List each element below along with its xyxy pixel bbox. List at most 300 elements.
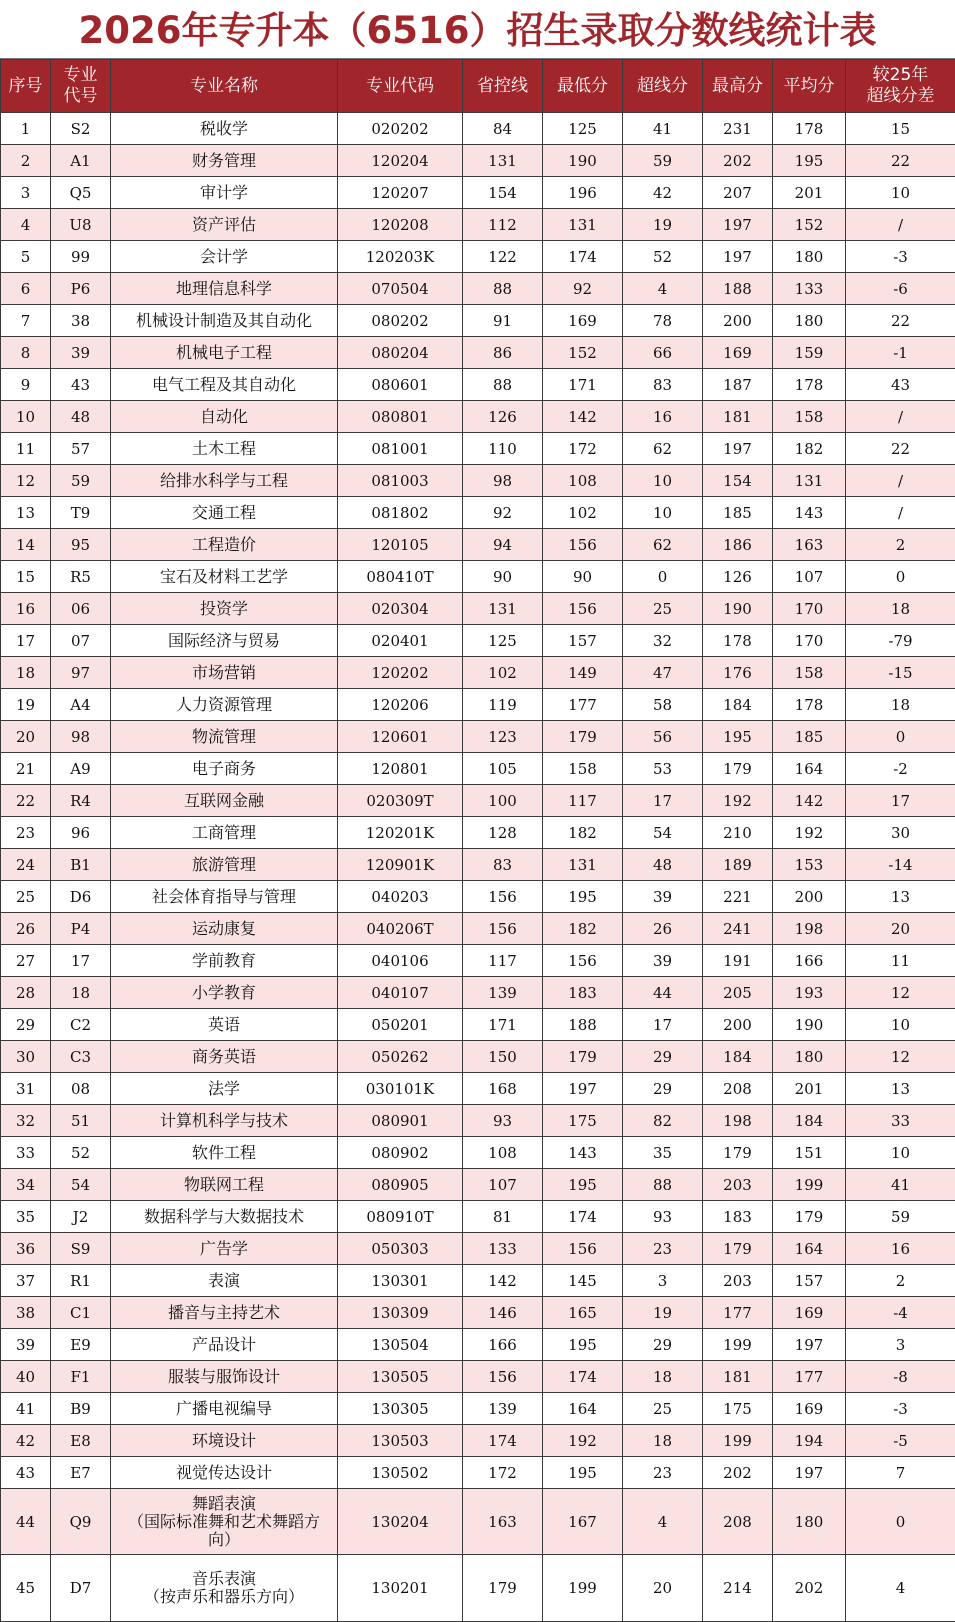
cell-major-code: 130505: [338, 1361, 463, 1393]
cell-min-score: 197: [543, 1073, 623, 1105]
cell-control-line: 179: [463, 1555, 543, 1622]
cell-diff-vs-2025: 15: [846, 113, 955, 145]
table-row: [1, 337, 955, 369]
cell-control-line: 107: [463, 1169, 543, 1201]
cell-major-name: 物联网工程: [111, 1169, 338, 1201]
cell-over-line: 32: [623, 625, 703, 657]
cell-major-code-short: U8: [51, 209, 111, 241]
cell-major-code-short: F1: [51, 1361, 111, 1393]
cell-diff-vs-2025: -15: [846, 657, 955, 689]
cell-control-line: 100: [463, 785, 543, 817]
cell-avg-score: 185: [773, 721, 846, 753]
cell-major-name: 国际经济与贸易: [111, 625, 338, 657]
cell-diff-vs-2025: 0: [846, 1489, 955, 1555]
cell-avg-score: 180: [773, 305, 846, 337]
table-row: [1, 1425, 955, 1457]
cell-min-score: 177: [543, 689, 623, 721]
cell-seq: 1: [1, 113, 51, 145]
cell-major-name: 播音与主持艺术: [111, 1297, 338, 1329]
cell-diff-vs-2025: 12: [846, 1041, 955, 1073]
cell-over-line: 42: [623, 177, 703, 209]
cell-major-code-short: Q5: [51, 177, 111, 209]
cell-major-name: 服装与服饰设计: [111, 1361, 338, 1393]
cell-major-code: 020202: [338, 113, 463, 145]
cell-avg-score: 197: [773, 1457, 846, 1489]
cell-over-line: 66: [623, 337, 703, 369]
cell-major-code: 120105: [338, 529, 463, 561]
cell-avg-score: 152: [773, 209, 846, 241]
cell-diff-vs-2025: 22: [846, 145, 955, 177]
cell-major-name: 人力资源管理: [111, 689, 338, 721]
cell-diff-vs-2025: 30: [846, 817, 955, 849]
cell-max-score: 126: [703, 561, 773, 593]
header-control-line: 省控线: [463, 60, 543, 113]
table-row: [1, 1361, 955, 1393]
cell-min-score: 195: [543, 1457, 623, 1489]
cell-major-name: 机械电子工程: [111, 337, 338, 369]
cell-diff-vs-2025: 59: [846, 1201, 955, 1233]
cell-major-code: 120207: [338, 177, 463, 209]
cell-avg-score: 178: [773, 689, 846, 721]
cell-control-line: 105: [463, 753, 543, 785]
cell-over-line: 39: [623, 881, 703, 913]
cell-over-line: 25: [623, 1393, 703, 1425]
cell-avg-score: 190: [773, 1009, 846, 1041]
cell-seq: 14: [1, 529, 51, 561]
cell-major-code: 120208: [338, 209, 463, 241]
cell-major-code-short: E7: [51, 1457, 111, 1489]
cell-control-line: 126: [463, 401, 543, 433]
cell-major-code-short: 51: [51, 1105, 111, 1137]
cell-min-score: 174: [543, 1361, 623, 1393]
cell-control-line: 131: [463, 593, 543, 625]
cell-max-score: 197: [703, 209, 773, 241]
cell-major-name: 土木工程: [111, 433, 338, 465]
table-row: [1, 817, 955, 849]
cell-min-score: 196: [543, 177, 623, 209]
cell-avg-score: 164: [773, 1233, 846, 1265]
cell-min-score: 172: [543, 433, 623, 465]
table-body: [1, 113, 955, 1622]
cell-diff-vs-2025: -2: [846, 753, 955, 785]
cell-control-line: 154: [463, 177, 543, 209]
cell-major-name: 广告学: [111, 1233, 338, 1265]
cell-avg-score: 163: [773, 529, 846, 561]
cell-major-code: 130204: [338, 1489, 463, 1555]
cell-major-name: 互联网金融: [111, 785, 338, 817]
cell-major-code-short: 43: [51, 369, 111, 401]
cell-over-line: 78: [623, 305, 703, 337]
cell-major-code-short: D7: [51, 1555, 111, 1622]
cell-major-code-short: R5: [51, 561, 111, 593]
cell-seq: 8: [1, 337, 51, 369]
cell-major-code-short: C2: [51, 1009, 111, 1041]
cell-major-code: 080601: [338, 369, 463, 401]
cell-min-score: 117: [543, 785, 623, 817]
cell-control-line: 150: [463, 1041, 543, 1073]
cell-diff-vs-2025: 18: [846, 593, 955, 625]
cell-major-code: 120202: [338, 657, 463, 689]
table-header-row: [1, 60, 955, 113]
cell-control-line: 88: [463, 369, 543, 401]
table-row: [1, 561, 955, 593]
cell-avg-score: 193: [773, 977, 846, 1009]
cell-over-line: 39: [623, 945, 703, 977]
table-row: [1, 209, 955, 241]
cell-seq: 6: [1, 273, 51, 305]
cell-seq: 10: [1, 401, 51, 433]
header-diff-vs-2025: 较25年 超线分差: [846, 60, 955, 113]
cell-major-name: 税收学: [111, 113, 338, 145]
cell-seq: 21: [1, 753, 51, 785]
cell-diff-vs-2025: 33: [846, 1105, 955, 1137]
cell-avg-score: 151: [773, 1137, 846, 1169]
table-row: [1, 1009, 955, 1041]
cell-min-score: 156: [543, 1233, 623, 1265]
cell-major-name: 视觉传达设计: [111, 1457, 338, 1489]
table-row: [1, 753, 955, 785]
cell-over-line: 18: [623, 1361, 703, 1393]
cell-diff-vs-2025: 4: [846, 1555, 955, 1622]
cell-min-score: 156: [543, 529, 623, 561]
cell-min-score: 157: [543, 625, 623, 657]
cell-over-line: 29: [623, 1329, 703, 1361]
table-row: [1, 785, 955, 817]
table-row: [1, 305, 955, 337]
cell-max-score: 197: [703, 433, 773, 465]
cell-control-line: 125: [463, 625, 543, 657]
cell-seq: 19: [1, 689, 51, 721]
cell-seq: 26: [1, 913, 51, 945]
cell-major-code: 040206T: [338, 913, 463, 945]
cell-avg-score: 158: [773, 401, 846, 433]
cell-diff-vs-2025: 2: [846, 1265, 955, 1297]
cell-diff-vs-2025: 17: [846, 785, 955, 817]
cell-major-code: 120901K: [338, 849, 463, 881]
cell-diff-vs-2025: 43: [846, 369, 955, 401]
cell-min-score: 192: [543, 1425, 623, 1457]
cell-major-name: 工商管理: [111, 817, 338, 849]
header-over-line: 超线分: [623, 60, 703, 113]
cell-diff-vs-2025: 16: [846, 1233, 955, 1265]
cell-over-line: 35: [623, 1137, 703, 1169]
cell-min-score: 149: [543, 657, 623, 689]
table-row: [1, 1265, 955, 1297]
cell-max-score: 183: [703, 1201, 773, 1233]
cell-min-score: 195: [543, 1169, 623, 1201]
table-row: [1, 721, 955, 753]
cell-min-score: 156: [543, 593, 623, 625]
table-row: [1, 625, 955, 657]
cell-over-line: 82: [623, 1105, 703, 1137]
cell-major-code-short: 08: [51, 1073, 111, 1105]
cell-control-line: 112: [463, 209, 543, 241]
cell-max-score: 176: [703, 657, 773, 689]
cell-seq: 20: [1, 721, 51, 753]
table-row: [1, 1297, 955, 1329]
cell-over-line: 29: [623, 1073, 703, 1105]
cell-max-score: 178: [703, 625, 773, 657]
cell-over-line: 4: [623, 273, 703, 305]
cell-major-name: 数据科学与大数据技术: [111, 1201, 338, 1233]
cell-major-name: 工程造价: [111, 529, 338, 561]
cell-major-name: 地理信息科学: [111, 273, 338, 305]
cell-major-code: 130502: [338, 1457, 463, 1489]
cell-major-name: 运动康复: [111, 913, 338, 945]
cell-major-code: 130504: [338, 1329, 463, 1361]
cell-diff-vs-2025: 22: [846, 433, 955, 465]
cell-control-line: 86: [463, 337, 543, 369]
cell-over-line: 0: [623, 561, 703, 593]
cell-max-score: 169: [703, 337, 773, 369]
cell-major-code-short: P4: [51, 913, 111, 945]
cell-diff-vs-2025: 41: [846, 1169, 955, 1201]
cell-over-line: 26: [623, 913, 703, 945]
table-row: [1, 113, 955, 145]
cell-major-code-short: R4: [51, 785, 111, 817]
cell-max-score: 200: [703, 305, 773, 337]
table-row: [1, 1555, 955, 1622]
cell-max-score: 154: [703, 465, 773, 497]
cell-major-name: 英语: [111, 1009, 338, 1041]
cell-diff-vs-2025: 22: [846, 305, 955, 337]
cell-seq: 2: [1, 145, 51, 177]
cell-avg-score: 197: [773, 1329, 846, 1361]
cell-avg-score: 131: [773, 465, 846, 497]
cell-seq: 44: [1, 1489, 51, 1555]
cell-diff-vs-2025: 0: [846, 561, 955, 593]
cell-control-line: 128: [463, 817, 543, 849]
cell-control-line: 108: [463, 1137, 543, 1169]
cell-max-score: 208: [703, 1489, 773, 1555]
cell-over-line: 59: [623, 145, 703, 177]
cell-min-score: 167: [543, 1489, 623, 1555]
cell-avg-score: 178: [773, 369, 846, 401]
cell-major-name: 电气工程及其自动化: [111, 369, 338, 401]
cell-avg-score: 133: [773, 273, 846, 305]
cell-seq: 32: [1, 1105, 51, 1137]
cell-control-line: 142: [463, 1265, 543, 1297]
cell-avg-score: 166: [773, 945, 846, 977]
cell-max-score: 181: [703, 401, 773, 433]
cell-min-score: 156: [543, 945, 623, 977]
cell-major-code: 130309: [338, 1297, 463, 1329]
cell-major-code: 130201: [338, 1555, 463, 1622]
cell-diff-vs-2025: /: [846, 497, 955, 529]
cell-control-line: 102: [463, 657, 543, 689]
cell-control-line: 171: [463, 1009, 543, 1041]
cell-major-code-short: 39: [51, 337, 111, 369]
cell-max-score: 200: [703, 1009, 773, 1041]
cell-control-line: 94: [463, 529, 543, 561]
cell-max-score: 203: [703, 1169, 773, 1201]
cell-avg-score: 177: [773, 1361, 846, 1393]
cell-major-code-short: 52: [51, 1137, 111, 1169]
cell-major-name: 交通工程: [111, 497, 338, 529]
cell-over-line: 29: [623, 1041, 703, 1073]
cell-major-code-short: 07: [51, 625, 111, 657]
cell-seq: 13: [1, 497, 51, 529]
cell-diff-vs-2025: -3: [846, 241, 955, 273]
cell-min-score: 125: [543, 113, 623, 145]
cell-seq: 30: [1, 1041, 51, 1073]
cell-over-line: 23: [623, 1457, 703, 1489]
header-min-score: 最低分: [543, 60, 623, 113]
cell-major-code-short: S2: [51, 113, 111, 145]
cell-major-name: 社会体育指导与管理: [111, 881, 338, 913]
cell-diff-vs-2025: 13: [846, 881, 955, 913]
cell-over-line: 48: [623, 849, 703, 881]
cell-seq: 33: [1, 1137, 51, 1169]
cell-major-code: 130503: [338, 1425, 463, 1457]
cell-diff-vs-2025: /: [846, 209, 955, 241]
cell-major-name: 市场营销: [111, 657, 338, 689]
cell-avg-score: 180: [773, 1489, 846, 1555]
table-row: [1, 1201, 955, 1233]
cell-major-code: 080905: [338, 1169, 463, 1201]
cell-major-code: 080910T: [338, 1201, 463, 1233]
cell-avg-score: 153: [773, 849, 846, 881]
cell-control-line: 156: [463, 1361, 543, 1393]
cell-control-line: 174: [463, 1425, 543, 1457]
cell-major-code: 130305: [338, 1393, 463, 1425]
cell-major-name: 学前教育: [111, 945, 338, 977]
cell-min-score: 169: [543, 305, 623, 337]
cell-major-name: 小学教育: [111, 977, 338, 1009]
cell-max-score: 202: [703, 1457, 773, 1489]
cell-major-code-short: 59: [51, 465, 111, 497]
cell-min-score: 182: [543, 913, 623, 945]
cell-major-code-short: C1: [51, 1297, 111, 1329]
cell-max-score: 179: [703, 1137, 773, 1169]
cell-diff-vs-2025: 10: [846, 1137, 955, 1169]
cell-control-line: 119: [463, 689, 543, 721]
cell-major-name: 财务管理: [111, 145, 338, 177]
cell-major-name: 音乐表演 （按声乐和器乐方向）: [111, 1555, 338, 1622]
cell-avg-score: 159: [773, 337, 846, 369]
cell-over-line: 62: [623, 433, 703, 465]
cell-max-score: 189: [703, 849, 773, 881]
cell-major-code: 081003: [338, 465, 463, 497]
cell-over-line: 58: [623, 689, 703, 721]
table-row: [1, 529, 955, 561]
cell-avg-score: 198: [773, 913, 846, 945]
cell-max-score: 179: [703, 753, 773, 785]
cell-control-line: 90: [463, 561, 543, 593]
cell-major-name: 舞蹈表演 （国际标准舞和艺术舞蹈方 向）: [111, 1489, 338, 1555]
table-row: [1, 593, 955, 625]
cell-max-score: 177: [703, 1297, 773, 1329]
table-row: [1, 1169, 955, 1201]
cell-min-score: 142: [543, 401, 623, 433]
cell-max-score: 197: [703, 241, 773, 273]
cell-seq: 5: [1, 241, 51, 273]
cell-diff-vs-2025: 2: [846, 529, 955, 561]
cell-avg-score: 192: [773, 817, 846, 849]
cell-major-code-short: 38: [51, 305, 111, 337]
table-row: [1, 1073, 955, 1105]
cell-avg-score: 182: [773, 433, 846, 465]
cell-control-line: 122: [463, 241, 543, 273]
cell-control-line: 139: [463, 977, 543, 1009]
cell-seq: 42: [1, 1425, 51, 1457]
table-row: [1, 497, 955, 529]
cell-max-score: 185: [703, 497, 773, 529]
table-row: [1, 977, 955, 1009]
cell-over-line: 25: [623, 593, 703, 625]
cell-avg-score: 194: [773, 1425, 846, 1457]
cell-max-score: 179: [703, 1233, 773, 1265]
cell-over-line: 41: [623, 113, 703, 145]
cell-avg-score: 195: [773, 145, 846, 177]
cell-seq: 43: [1, 1457, 51, 1489]
cell-diff-vs-2025: -79: [846, 625, 955, 657]
table-row: [1, 1457, 955, 1489]
cell-diff-vs-2025: 12: [846, 977, 955, 1009]
cell-over-line: 62: [623, 529, 703, 561]
cell-avg-score: 142: [773, 785, 846, 817]
cell-major-name: 产品设计: [111, 1329, 338, 1361]
cell-diff-vs-2025: -6: [846, 273, 955, 305]
cell-avg-score: 200: [773, 881, 846, 913]
cell-control-line: 117: [463, 945, 543, 977]
cell-seq: 22: [1, 785, 51, 817]
cell-control-line: 84: [463, 113, 543, 145]
cell-control-line: 156: [463, 913, 543, 945]
cell-major-code-short: 95: [51, 529, 111, 561]
cell-over-line: 10: [623, 497, 703, 529]
cell-diff-vs-2025: -14: [846, 849, 955, 881]
cell-control-line: 146: [463, 1297, 543, 1329]
cell-control-line: 83: [463, 849, 543, 881]
table-row: [1, 1233, 955, 1265]
cell-control-line: 139: [463, 1393, 543, 1425]
cell-seq: 17: [1, 625, 51, 657]
table-row: [1, 369, 955, 401]
cell-diff-vs-2025: 7: [846, 1457, 955, 1489]
cell-min-score: 131: [543, 209, 623, 241]
cell-major-name: 广播电视编导: [111, 1393, 338, 1425]
table-row: [1, 273, 955, 305]
cell-min-score: 152: [543, 337, 623, 369]
cell-major-code-short: J2: [51, 1201, 111, 1233]
cell-major-name: 给排水科学与工程: [111, 465, 338, 497]
cell-avg-score: 201: [773, 1073, 846, 1105]
cell-major-name: 电子商务: [111, 753, 338, 785]
cell-control-line: 133: [463, 1233, 543, 1265]
header-major-name: 专业名称: [111, 60, 338, 113]
table-row: [1, 657, 955, 689]
cell-max-score: 199: [703, 1329, 773, 1361]
cell-seq: 12: [1, 465, 51, 497]
cell-major-name: 环境设计: [111, 1425, 338, 1457]
cell-max-score: 203: [703, 1265, 773, 1297]
cell-diff-vs-2025: -1: [846, 337, 955, 369]
cell-major-code: 080202: [338, 305, 463, 337]
cell-control-line: 172: [463, 1457, 543, 1489]
cell-over-line: 52: [623, 241, 703, 273]
cell-seq: 38: [1, 1297, 51, 1329]
cell-over-line: 54: [623, 817, 703, 849]
cell-control-line: 166: [463, 1329, 543, 1361]
cell-major-code: 050303: [338, 1233, 463, 1265]
cell-max-score: 214: [703, 1555, 773, 1622]
cell-over-line: 16: [623, 401, 703, 433]
cell-seq: 39: [1, 1329, 51, 1361]
cell-over-line: 4: [623, 1489, 703, 1555]
cell-diff-vs-2025: 10: [846, 1009, 955, 1041]
cell-max-score: 205: [703, 977, 773, 1009]
